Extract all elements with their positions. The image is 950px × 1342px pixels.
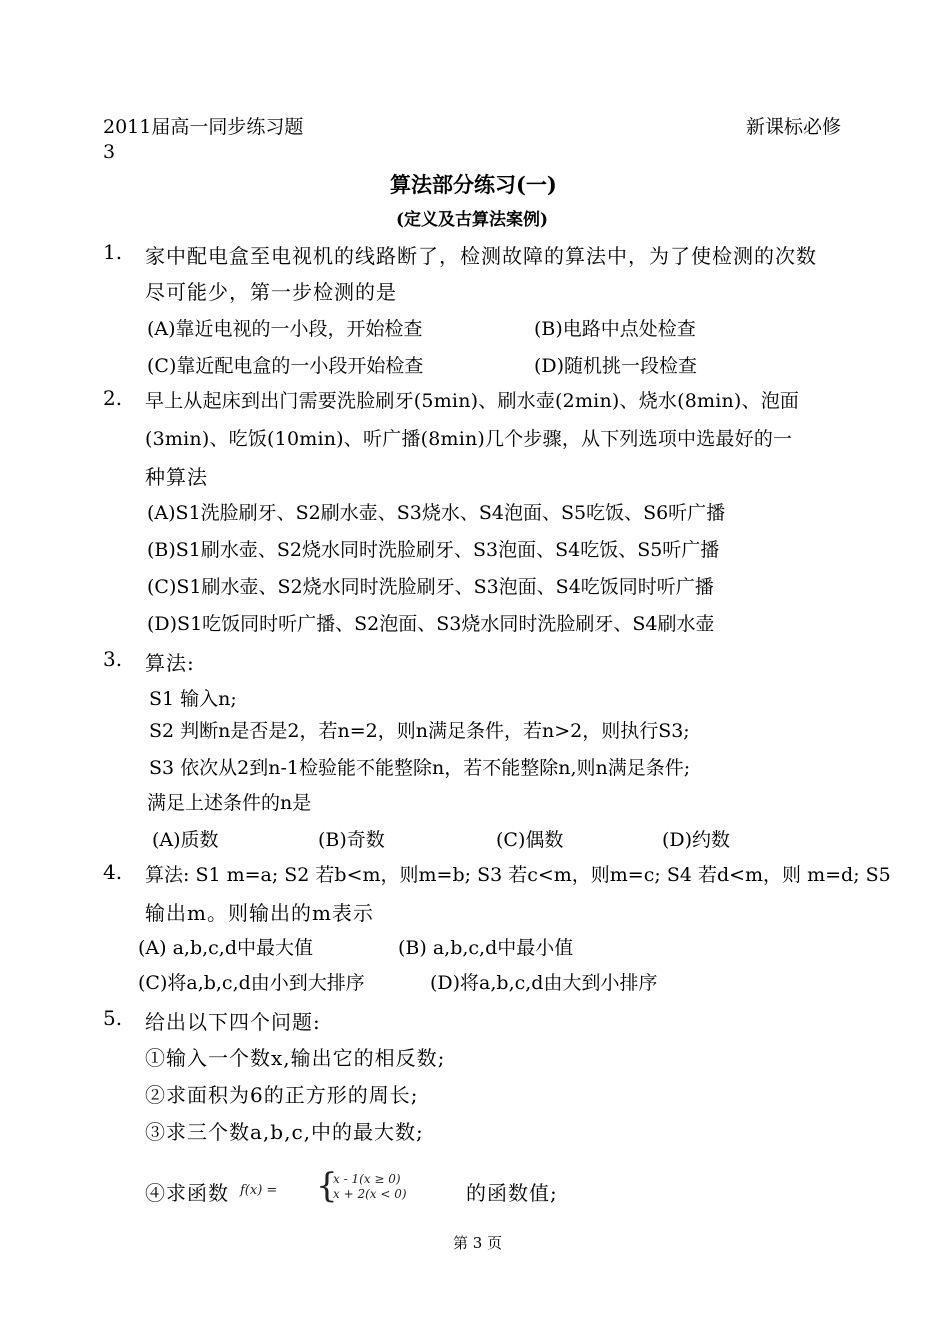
option-a: (A)质数 (152, 829, 219, 851)
option-c: (C)偶数 (496, 829, 564, 851)
problem-item-3: ③求三个数a,b,c,中的最大数; (145, 1120, 424, 1144)
piecewise-brace: { (316, 1166, 338, 1206)
option-b: (B)电路中点处检查 (534, 318, 696, 340)
header-right: 新课标必修 (746, 116, 842, 138)
option-c: (C)靠近配电盒的一小段开始检查 (147, 355, 424, 377)
algorithm-step-3: S3 依次从2到n-1检验能不能整除n，若不能整除n,则n满足条件; (149, 757, 691, 779)
option-b: (B) a,b,c,d中最小值 (398, 937, 574, 959)
problem-item-1: ①输入一个数x,输出它的相反数; (145, 1046, 446, 1070)
question-number: 1. (103, 240, 123, 264)
problem-item-2: ②求面积为6的正方形的周长; (145, 1083, 419, 1107)
option-b: (B)S1刷水壶、S2烧水同时洗脸刷牙、S3泡面、S4吃饭、S5听广播 (147, 539, 720, 561)
question-text-line: 家中配电盒至电视机的线路断了，检测故障的算法中，为了使检测的次数 (145, 244, 817, 268)
page-footer: 第 3 页 (453, 1234, 503, 1252)
question-number: 3. (103, 647, 123, 671)
piecewise-case-1: x - 1(x ≥ 0) (333, 1172, 401, 1186)
question-text-line: 算法: S1 m=a; S2 若b<m，则m=b; S3 若c<m，则m=c; S4 若d<m，则 m=d; S5 (145, 864, 891, 886)
algorithm-step-1: S1 输入n; (149, 688, 237, 710)
header-page-number: 3 (103, 141, 116, 163)
page-subtitle: (定义及古算法案例) (396, 210, 549, 230)
option-d: (D)S1吃饭同时听广播、S2泡面、S3烧水同时洗脸刷牙、S4刷水壶 (147, 613, 715, 635)
question-text-line: 输出m。则输出的m表示 (145, 901, 374, 925)
question-number: 4. (103, 860, 123, 884)
question-text-line: 种算法 (145, 465, 208, 489)
question-text-line: 早上从起床到出门需要洗脸刷牙(5min)、刷水壶(2min)、烧水(8min)、泡面 (145, 390, 800, 412)
question-number: 2. (103, 386, 123, 410)
option-c: (C)S1刷水壶、S2烧水同时洗脸刷牙、S3泡面、S4吃饭同时听广播 (147, 576, 714, 598)
header-left: 2011届高一同步练习题 (103, 116, 304, 138)
question-number: 5. (103, 1006, 123, 1030)
question-text-line: 算法: (145, 651, 195, 675)
option-a: (A)S1洗脸刷牙、S2刷水壶、S3烧水、S4泡面、S5吃饭、S6听广播 (147, 502, 726, 524)
page-title: 算法部分练习(一) (390, 172, 557, 197)
function-lhs: f(x) = (240, 1183, 278, 1198)
option-d: (D)约数 (662, 829, 731, 851)
question-text-line: 给出以下四个问题: (145, 1010, 321, 1034)
option-c: (C)将a,b,c,d由小到大排序 (138, 972, 365, 994)
option-a: (A)靠近电视的一小段，开始检查 (147, 318, 423, 340)
algorithm-step-2: S2 判断n是否是2，若n=2，则n满足条件，若n>2，则执行S3; (149, 720, 690, 742)
piecewise-case-2: x + 2(x < 0) (333, 1187, 407, 1201)
option-d: (D)随机挑一段检查 (534, 355, 698, 377)
question-text-line: (3min)、吃饭(10min)、听广播(8min)几个步骤，从下列选项中选最好的一 (145, 428, 793, 450)
question-text-line: 满足上述条件的n是 (147, 792, 312, 814)
option-d: (D)将a,b,c,d由大到小排序 (430, 972, 658, 994)
option-b: (B)奇数 (318, 829, 385, 851)
problem-item-4-suffix: 的函数值; (466, 1181, 558, 1205)
option-a: (A) a,b,c,d中最大值 (138, 937, 313, 959)
problem-item-4-prefix: ④求函数 (145, 1181, 229, 1205)
question-text-line: 尽可能少，第一步检测的是 (145, 280, 397, 304)
